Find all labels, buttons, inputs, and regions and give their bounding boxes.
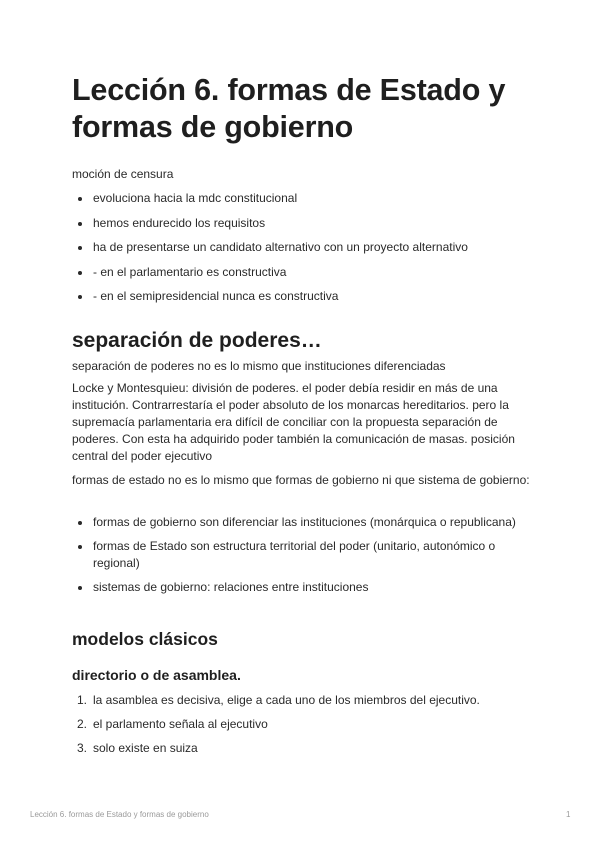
list-item: formas de gobierno son diferenciar las instituciones (monárquica o republicana) [72,514,532,531]
list-item: - en el parlamentario es constructiva [72,264,532,281]
item-text: solo existe en suiza [93,741,198,755]
item-text: la asamblea es decisiva, elige a cada uno de los miembros del ejecutivo. [93,693,480,707]
paragraph: Locke y Montesquieu: división de poderes. el poder debía residir en más de una institución. Contrarrestaría el poder absoluto de los monarcas hereditarios. pero la supremacía parlamentaria era difícil de conciliar con la propuesta separación de poderes. Con esta ha adquirido poder también la comunicación de masas. posición central del poder ejecutivo [72,381,515,463]
censura-list [72,190,532,313]
list-item [72,716,532,733]
formas-list [72,514,532,603]
item-number: 1. [77,693,88,707]
item-number: 3. [77,741,88,755]
item-text: el parlamento señala al ejecutivo [93,717,268,731]
list-item: - en el semipresidencial nunca es constructiva [72,288,532,305]
section-heading-separacion: separación de poderes… [72,329,322,352]
intro-text: moción de censura [72,167,174,181]
item-number: 2. [77,717,88,731]
list-item: ha de presentarse un candidato alternativo con un proyecto alternativo [72,239,532,256]
footer-page-number: 1 [566,810,571,819]
page-title: Lección 6. formas de Estado y formas de gobierno [72,73,506,144]
list-item [72,692,532,709]
paragraph: formas de estado no es lo mismo que formas de gobierno ni que sistema de gobierno: [72,473,530,487]
list-item: formas de Estado son estructura territorial del poder (unitario, autonómico o regional) [72,538,532,572]
list-item [72,740,532,757]
list-item: sistemas de gobierno: relaciones entre instituciones [72,579,532,596]
list-item: evoluciona hacia la mdc constitucional [72,190,532,207]
footer-title: Lección 6. formas de Estado y formas de gobierno [30,810,209,819]
list-item: hemos endurecido los requisitos [72,215,532,232]
directorio-list [72,692,532,764]
section-heading-modelos: modelos clásicos [72,629,218,649]
paragraph: separación de poderes no es lo mismo que instituciones diferenciadas [72,359,446,373]
subsection-heading-directorio: directorio o de asamblea. [72,667,241,683]
